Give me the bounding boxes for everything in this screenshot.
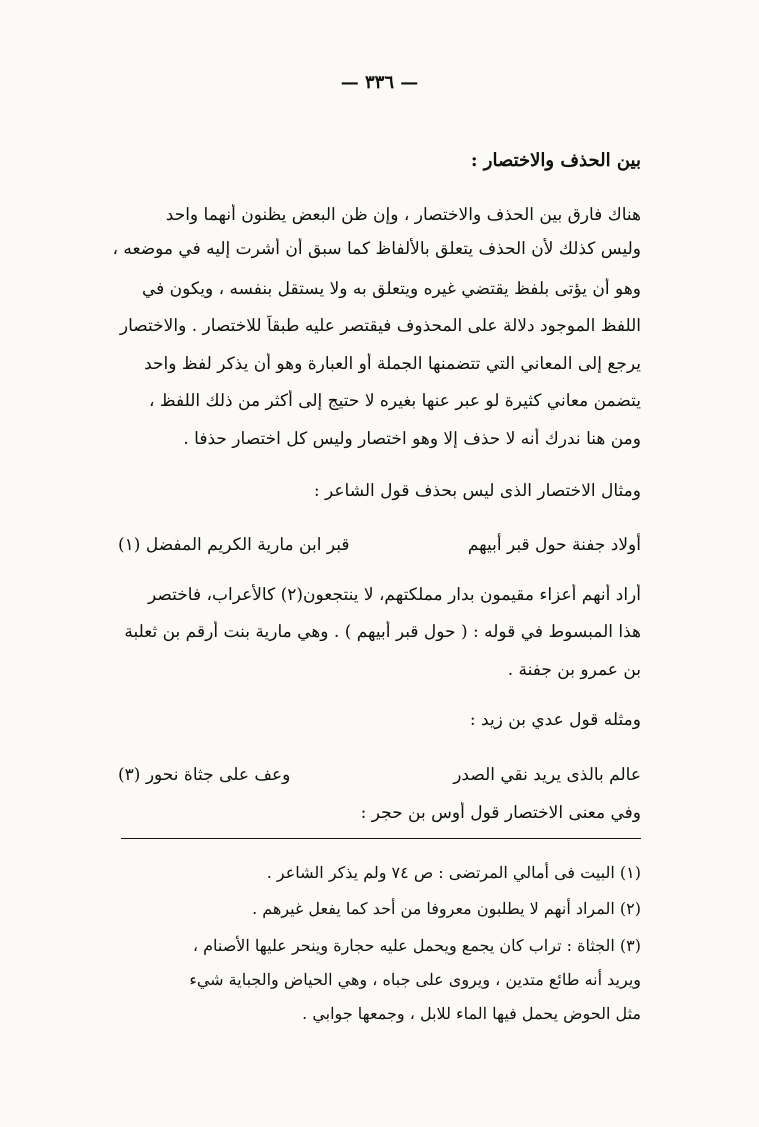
footnote: (٣) الجثاة : تراب كان يجمع ويحمل عليه حجارة وينحر عليها الأصنام ، — [192, 936, 641, 955]
paragraph-line: بن عمرو بن جفنة . — [507, 660, 641, 680]
verse-hemistich-second: قبر ابن مارية الكريم المفضل (١) — [118, 535, 350, 555]
page-number: — ٣٣٦ — — [340, 72, 419, 93]
paragraph-line: وليس كذلك لأن الحذف يتعلق بالألفاظ كما سبق أن أشرت إليه في موضعه ، — [112, 239, 641, 259]
paragraph-line: يتضمن معاني كثيرة لو عبر عنها بغيره لا حتيج إلى أكثر من ذلك اللفظ ، — [148, 391, 641, 411]
paragraph-line: هذا المبسوط في قوله : ( حول قبر أبيهم ) . وهي مارية بنت أرقم بن ثعلبة — [124, 622, 641, 642]
paragraph-line: اللفظ الموجود دلالة على المحذوف فيقتصر عليه طبقاً للاختصار . والاختصار — [119, 316, 641, 336]
verse-hemistich-second: وعف على جثاة نحور (٣) — [118, 765, 291, 785]
example-intro: وفي معنى الاختصار قول أوس بن حجر : — [360, 803, 641, 823]
footnote: مثل الحوض يحمل فيها الماء للابل ، وجمعها جوابي . — [302, 1004, 641, 1023]
paragraph-line: وهو أن يؤتى بلفظ يقتضي غيره ويتعلق به ولا يستقل بنفسه ، ويكون في — [141, 279, 641, 299]
example-intro: ومثال الاختصار الذى ليس بحذف قول الشاعر : — [313, 481, 641, 501]
footnote-divider — [121, 838, 641, 839]
verse-line — [110, 763, 641, 787]
verse-hemistich-first: عالم بالذى يريد نقي الصدر — [453, 765, 641, 785]
verse-line — [110, 533, 641, 557]
section-heading: بين الحذف والاختصار : — [470, 150, 641, 171]
paragraph-line: ومن هنا ندرك أنه لا حذف إلا وهو اختصار وليس كل اختصار حذفا . — [183, 429, 641, 449]
footnote: ويريد أنه طائع متدين ، ويروى على جباه ، وهي الحياض والجباية شيء — [189, 970, 641, 989]
paragraph-line: يرجع إلى المعاني التي تتضمنها الجملة أو العبارة وهو أن يذكر لفظ واحد — [144, 354, 641, 374]
paragraph-line: هناك فارق بين الحذف والاختصار ، وإن ظن البعض يظنون أنهما واحد — [165, 205, 641, 225]
paragraph-line: أراد أنهم أعزاء مقيمون بدار مملكتهم، لا ينتجعون(٢) كالأعراب، فاختصر — [148, 585, 641, 605]
example-intro: ومثله قول عدي بن زيد : — [469, 710, 641, 730]
footnote: (١) البيت فى أمالي المرتضى : ص ٧٤ ولم يذكر الشاعر . — [266, 863, 641, 882]
verse-hemistich-first: أولاد جفنة حول قبر أبيهم — [467, 535, 641, 555]
footnote: (٢) المراد أنهم لا يطلبون معروفا من أحد كما يفعل غيرهم . — [252, 899, 641, 918]
